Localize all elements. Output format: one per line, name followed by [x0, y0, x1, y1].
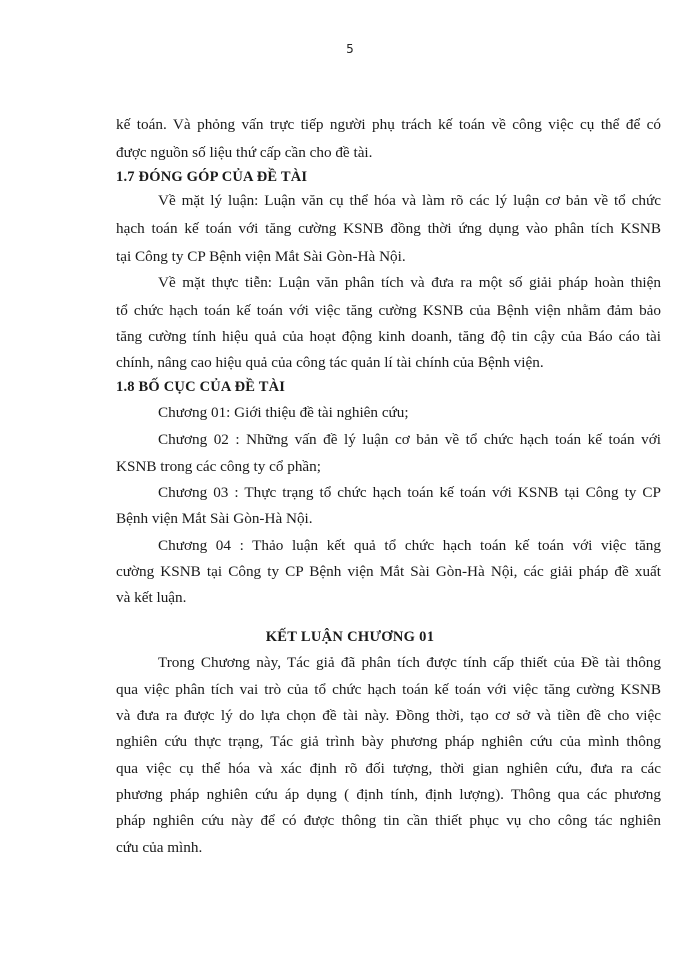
text-line: được nguồn số liệu thứ cấp cần cho đề tài. — [116, 144, 373, 161]
text-line: qua việc phân tích vai trò của tổ chức hạch toán kế toán với việc tăng cường KSNB — [116, 681, 661, 698]
text-line: phương pháp nghiên cứu áp dụng ( định tính, định lượng). Thông qua các phương — [116, 786, 661, 803]
text-line: Chương 03 : Thực trạng tổ chức hạch toán kế toán với KSNB tại Công ty CP — [158, 484, 661, 501]
text-line: cứu của mình. — [116, 839, 203, 856]
text-line: tại Công ty CP Bệnh viện Mắt Sài Gòn-Hà Nội. — [116, 248, 406, 265]
text-line: Chương 01: Giới thiệu đề tài nghiên cứu; — [158, 404, 409, 421]
text-line: Chương 02 : Những vấn đề lý luận cơ bản về tổ chức hạch toán kế toán với — [158, 431, 661, 448]
text-line: nghiên cứu thực trạng, Tác giả trình bày phương pháp nghiên cứu của mình thông — [116, 733, 661, 750]
text-line: Bệnh viện Mắt Sài Gòn-Hà Nội. — [116, 510, 313, 527]
text-line: Trong Chương này, Tác giả đã phân tích được tính cấp thiết của Đề tài thông — [158, 654, 661, 671]
conclusion-heading: KẾT LUẬN CHƯƠNG 01 — [265, 629, 435, 645]
text-line: Về mặt thực tiễn: Luận văn phân tích và đưa ra một số giải pháp hoàn thiện — [158, 274, 661, 291]
text-line: và kết luận. — [116, 589, 187, 606]
text-line: cường KSNB tại Công ty CP Bệnh viện Mắt Sài Gòn-Hà Nội, các giải pháp đề xuất — [116, 563, 661, 580]
page-number: 5 — [346, 42, 354, 56]
text-line: Chương 04 : Thảo luận kết quả tổ chức hạch toán kế toán với việc tăng — [158, 537, 661, 554]
text-line: chính, nâng cao hiệu quả của công tác quản lí tài chính của Bệnh viện. — [116, 354, 544, 371]
text-line: tổ chức hạch toán kế toán với việc tăng cường KSNB của Bệnh viện nhằm đảm bảo — [116, 302, 661, 319]
text-line: kế toán. Và phỏng vấn trực tiếp người phụ trách kế toán về công việc cụ thể để có — [116, 116, 661, 133]
text-line: hạch toán kế toán với tăng cường KSNB đồng thời ứng dụng vào phân tích KSNB — [116, 220, 661, 237]
text-line: Về mặt lý luận: Luận văn cụ thể hóa và làm rõ các lý luận cơ bản về tổ chức — [158, 192, 661, 209]
section-heading-1-7: 1.7 ĐÓNG GÓP CỦA ĐỀ TÀI — [116, 169, 308, 185]
text-line: KSNB trong các công ty cổ phần; — [116, 458, 321, 475]
text-line: và đưa ra được lý do lựa chọn đề tài này. Đồng thời, tạo cơ sở và tiền đề cho việc — [116, 707, 661, 724]
text-line: tăng cường tính hiệu quả của hoạt động kinh doanh, tăng độ tin cậy của Báo cáo tài — [116, 328, 661, 345]
section-heading-1-8: 1.8 BỐ CỤC CỦA ĐỀ TÀI — [116, 379, 286, 395]
text-line: pháp nghiên cứu này để có được thông tin cần thiết phục vụ cho công tác nghiên — [116, 812, 661, 829]
text-line: qua việc cụ thể hóa và xác định rõ đối tượng, thời gian nghiên cứu, đưa ra các — [116, 760, 661, 777]
